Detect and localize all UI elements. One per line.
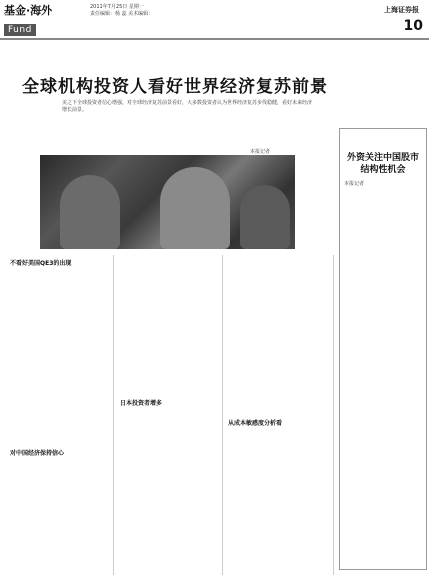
article-intro: 美之下全球投资者信心增强，对全球经济复苏前景看好，大多数投资者认为世界经济复苏步伐稳健，看好未来经济增长前景。 xyxy=(62,100,313,113)
section-label xyxy=(4,4,54,36)
subhead: 日本投资者增多 xyxy=(120,400,163,407)
article-headline: 全球机构投资人看好世界经济复苏前景 xyxy=(22,77,328,97)
issue-date: 2011年7月25日 星期一 xyxy=(90,4,144,10)
sidebar-byline: 本报记者 xyxy=(344,181,365,187)
column-divider xyxy=(113,255,114,575)
section-name-en: Fund xyxy=(4,24,36,36)
subhead: 对中国经济保持信心 xyxy=(10,450,65,457)
photo-figure xyxy=(160,167,230,249)
subhead: 从成本敏感度分析看 xyxy=(228,420,283,427)
column-divider xyxy=(333,255,334,575)
section-name-cn: 基金·海外 xyxy=(4,4,53,17)
page-header xyxy=(0,0,429,44)
newspaper-logo: 上海证券报 xyxy=(384,5,419,14)
header-divider xyxy=(0,38,429,40)
sidebar-headline: 外资关注中国股市结构性机会 xyxy=(346,153,419,175)
sidebar-box xyxy=(339,128,427,570)
column-divider xyxy=(222,255,223,575)
issue-editor: 责任编辑：杨 蕊 美术编辑： xyxy=(90,11,154,17)
page-number: 10 xyxy=(403,18,423,34)
article-photo xyxy=(40,155,295,249)
photo-figure xyxy=(60,175,120,249)
photo-figure xyxy=(240,185,290,249)
article-byline: 本报记者 xyxy=(250,149,271,155)
subhead: 不看好美国QE3的出现 xyxy=(10,260,72,267)
